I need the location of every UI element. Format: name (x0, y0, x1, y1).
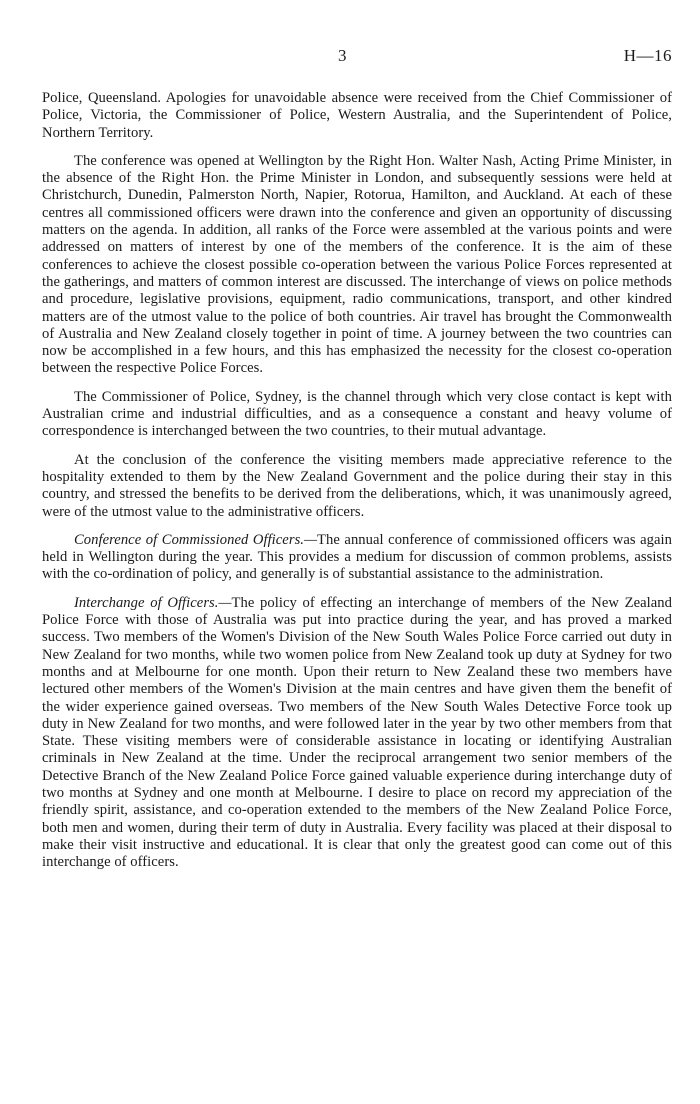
section-heading: Conference of Commissioned Officers.— (74, 531, 318, 548)
paragraph-text: The conference was opened at Wellington by the Right Hon. Walter Nash, Acting Prime Minister, in the absence of the Right Hon. the Prime Minister in London, and subsequently sessions were held at Christchurch, Dunedin, Palmerston North, Napier, Rotorua, Hamilton, and Auckland. At each of these centres all commissioned officers were drawn into the conference and given an opportunity of discussing matters on the agenda. In addition, all ranks of the Force were assembled at the various points and were addressed on matters of interest by one of the members of the conference. It is the aim of these conferences to achieve the closest possible co-operation between the various Police Forces represented at the gatherings, and matters of common interest are discussed. The interchange of views on police methods and procedure, legislative provisions, equipment, radio communications, transport, and other kindred matters are of the utmost value to the police of both countries. Air travel has brought the Commonwealth of Australia and New Zealand closely together in point of time. A journey between the two countries can now be accomplished in a few hours, and this has emphasized the necessity for the closest co-operation between the respective Police Forces. (42, 152, 672, 377)
body-text (42, 90, 672, 882)
paragraph-text: The policy of effecting an interchange of members of the New Zealand Police Force with those of Australia was put into practice during the year, and has proved a marked success. Two members of the Women's Division of the New South Wales Police Force carried out duty in New Zealand for two months, while two women police from New Zealand took up duty at Sydney for two months and at Melbourne for one month. Upon their return to New Zealand these two members have lectured other members of the Women's Division at the main centres and have given them the benefit of the wider experience gained overseas. Two members of the New South Wales Detective Force took up duty in New Zealand for two months, and were followed later in the year by two other members from that State. These visiting members were of considerable assistance in locating or identifying Australian criminals in New Zealand at the time. Under the reciprocal arrangement two senior members of the Detective Branch of the New Zealand Police Force gained valuable experience during interchange duty of two months at Sydney and one month at Melbourne. I desire to place on record my appreciation of the friendly spirit, assistance, and co-operation extended to the members of the New Zealand Police Force, both men and women, during their term of duty in Australia. Every facility was placed at their disposal to make their visit instructive and educational. It is clear that only the greatest good can come out of this interchange of officers. (42, 594, 672, 871)
paragraph (42, 595, 672, 872)
paragraph (42, 389, 672, 441)
paragraph-text: The Commissioner of Police, Sydney, is the channel through which very close contact is kept with Australian crime and industrial difficulties, and as a consequence a constant and heavy volume of correspondence is interchanged between the two countries, to their mutual advantage. (42, 388, 672, 440)
page-header (0, 46, 700, 70)
paragraph (42, 90, 672, 142)
paragraph (42, 532, 672, 584)
page-number: 3 (338, 46, 347, 65)
paragraph-text: At the conclusion of the conference the visiting members made appreciative reference to the hospitality extended to them by the New Zealand Government and the police during their stay in this country, and stressed the benefits to be derived from the deliberations, which, it was unanimously agreed, were of the utmost value to the administrative officers. (42, 451, 672, 520)
section-heading: Interchange of Officers.— (74, 594, 232, 611)
paragraph-text: The annual conference of commissioned officers was again held in Wellington during the year. This provides a medium for discussion of common problems, assists with the co-ordination of policy, and generally is of substantial assistance to the administration. (42, 531, 672, 583)
paragraph-text: Police, Queensland. Apologies for unavoidable absence were received from the Chief Commissioner of Police, Victoria, the Commissioner of Police, Western Australia, and the Superintendent of Police, Northern Territory. (42, 90, 672, 141)
paragraph (42, 452, 672, 521)
paragraph (42, 153, 672, 378)
document-reference: H—16 (623, 46, 672, 65)
